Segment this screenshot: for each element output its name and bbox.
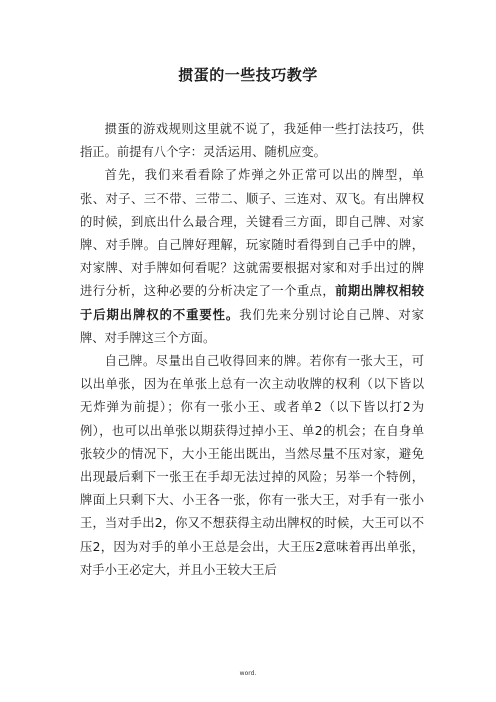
page-title: 掼蛋的一些技巧教学	[178, 66, 318, 84]
paragraph-card-types	[80, 164, 424, 350]
page-footer: word.	[239, 670, 257, 677]
paragraph-intro	[80, 118, 424, 164]
paragraph-text: 我们先来分别讨论自己牌、对家牌、对手牌这三个方面。	[80, 307, 424, 345]
paragraph-text: 掼蛋的游戏规则这里就不说了，我延伸一些打法技巧，供指正。前提有八个字：灵活运用、随机应变。	[80, 122, 424, 160]
document-body	[80, 118, 424, 582]
paragraph-text: 首先，我们来看看除了炸弹之外正常可以出的牌型，单张、对子、三不带、三带二、顺子、三连对、双飞。有出牌权的时候，到底出什么最合理，关键看三方面，即自己牌、对家牌、对手牌。自己牌好理解，玩家随时看得到自己手中的牌，对家牌、对手牌如何看呢？这就需要根据对家和对手出过的牌进行分析，这种必要的分析决定了一个重点，	[80, 168, 424, 299]
paragraph-own-cards	[80, 350, 424, 582]
paragraph-bold-text: 前期出牌权相较于后期出牌权的不重要性。	[80, 284, 424, 322]
paragraph-text: 自己牌。尽量出自己收得回来的牌。若你有一张大王，可以出单张，因为在单张上总有一次主动收牌的权利（以下皆以无炸弹为前提）；你有一张小王、或者单2（以下皆以打2为例），也可以出单张以期获得过掉小王、单2的机会；在自身单张较少的情况下，大小王能出既出，当然尽量不压对家，避免出现最后剩下一张王在手却无法过掉的风险；另举一个特例，牌面上只剩下大、小王各一张，你有一张大王，对手有一张小王，当对手出2，你又不想获得主动出牌权的时候，大王可以不压2，因为对手的单小王总是会出，大王压2意味着再出单张，对手小王必定大，并且小王较大王后	[80, 354, 424, 577]
